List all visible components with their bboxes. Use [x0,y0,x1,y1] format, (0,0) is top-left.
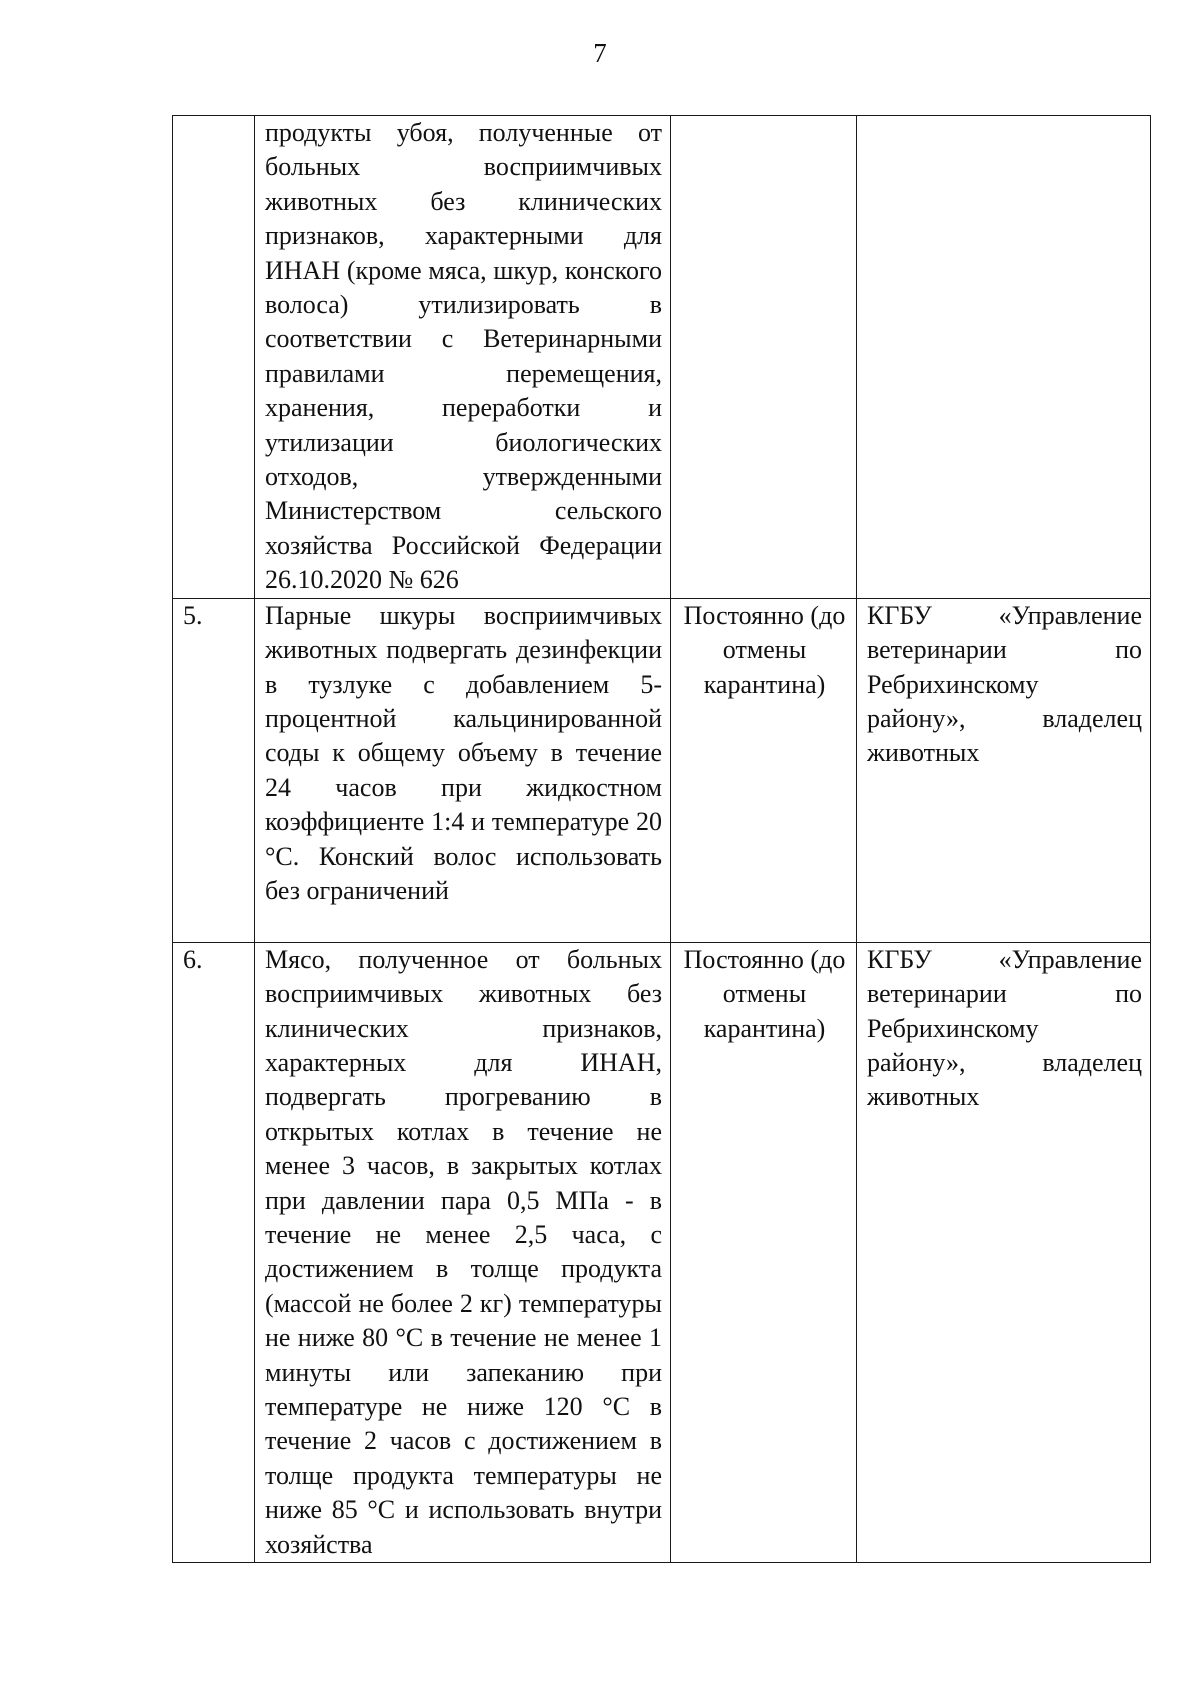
page-number: 7 [593,38,607,68]
table-row [173,598,1151,942]
term-text: Постоянно (до отмены карантина) [671,942,857,1562]
measures-table [172,115,1151,1563]
measure-text: Мясо, полученное от больных восприимчивых животных без клинических признаков, характерных для ИНАН, подвергать прогреванию в открытых котлах в течение не менее 3 часов, в закрытых котлах при давлении пара 0,5 МПа - в течение не менее 2,5 часа, с достижением в толще продукта (массой не более 2 кг) температуры не ниже 80 °С в течение не менее 1 минуты или запеканию при температуре не ниже 120 °С в течение 2 часов с достижением в толще продукта температуры не ниже 85 °С и использовать внутри хозяйства [255,942,671,1562]
term-text: Постоянно (до отмены карантина) [671,598,857,942]
table-row [173,942,1151,1562]
responsible-text: КГБУ «Управление ветеринарии по Ребрихинскому району», владелец животных [857,942,1151,1562]
table-row [173,116,1151,599]
responsible-text: КГБУ «Управление ветеринарии по Ребрихинскому району», владелец животных [857,598,1151,942]
row-number: 5. [173,598,255,942]
term-text [671,116,857,599]
measure-text: продукты убоя, полученные от больных восприимчивых животных без клинических признаков, характерными для ИНАН (кроме мяса, шкур, конского волоса) утилизировать в соответствии с Ветеринарными правилами перемещения, хранения, переработки и утилизации биологических отходов, утвержденными Министерством сельского хозяйства Российской Федерации 26.10.2020 № 626 [255,116,671,599]
measure-text: Парные шкуры восприимчивых животных подвергать дезинфекции в тузлуке с добавлением 5-процентной кальцинированной соды к общему объему в течение 24 часов при жидкостном коэффициенте 1:4 и температуре 20 °С. Конский волос использовать без ограничений [255,598,671,942]
row-number [173,116,255,599]
responsible-text [857,116,1151,599]
row-number: 6. [173,942,255,1562]
